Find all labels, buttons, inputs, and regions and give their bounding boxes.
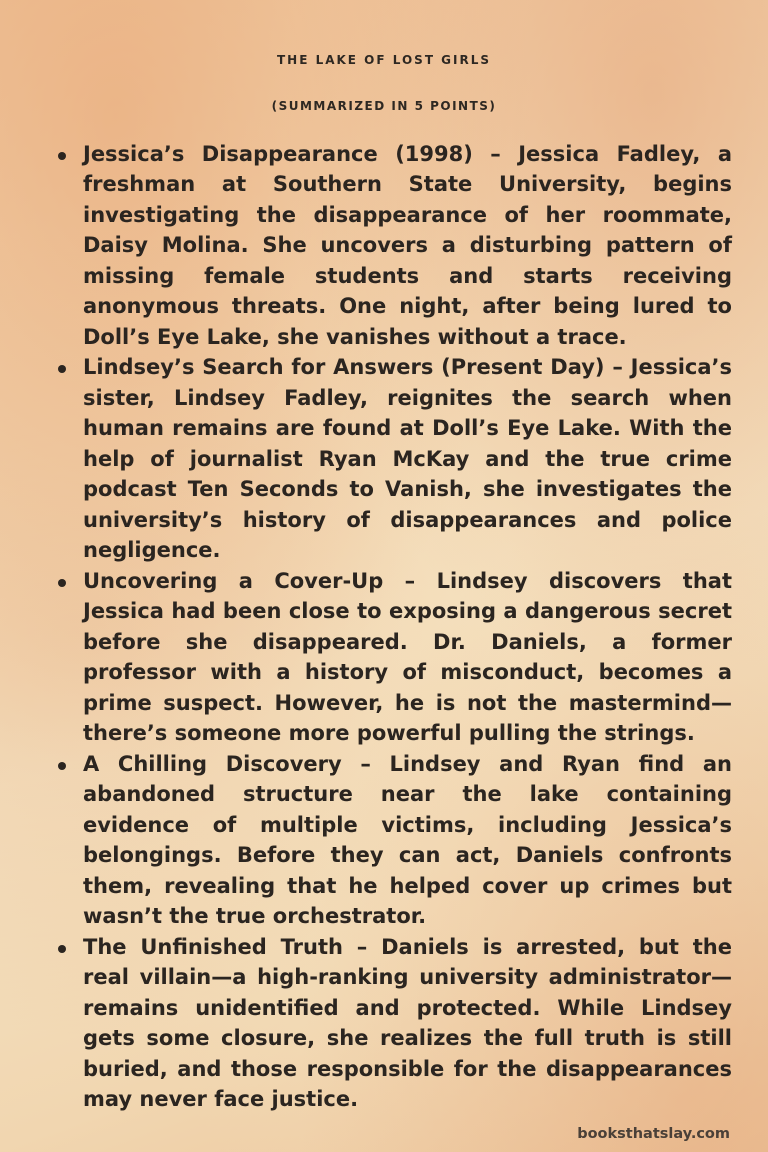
summary-point-text: The Unfinished Truth – Daniels is arrested, but the real villain—a high-ranking university administrator—remains unidentified and protected. While Lindsey gets some closure, she realizes the full truth is still buried, and those responsible for the disappearances may never face justice. (83, 934, 732, 1112)
summary-point-4 (56, 749, 732, 932)
summary-point-text: A Chilling Discovery – Lindsey and Ryan find an abandoned structure near the lake containing evidence of multiple victims, including Jessica’s belongings. Before they can act, Daniels confronts them, revealing that he helped cover up crimes but wasn’t the true orchestrator. (83, 751, 732, 929)
summary-points-list (56, 139, 732, 1115)
summary-point-text: Uncovering a Cover-Up – Lindsey discovers that Jessica had been close to exposing a dangerous secret before she disappeared. Dr. Daniels, a former professor with a history of misconduct, becomes a prime suspect. However, he is not the mastermind—there’s someone more powerful pulling the strings. (83, 568, 732, 746)
bullet-icon (58, 945, 66, 953)
bullet-icon (58, 579, 66, 587)
page-subtitle: (SUMMARIZED IN 5 POINTS) (271, 99, 497, 113)
page-title: THE LAKE OF LOST GIRLS (276, 53, 492, 67)
bullet-icon (58, 762, 66, 770)
summary-point-3 (56, 566, 732, 749)
bullet-icon (58, 152, 66, 160)
bullet-icon (58, 365, 66, 373)
summary-point-5 (56, 932, 732, 1115)
summary-point-text: Lindsey’s Search for Answers (Present Day) – Jessica’s sister, Lindsey Fadley, reignites the search when human remains are found at Doll’s Eye Lake. With the help of journalist Ryan McKay and the true crime podcast Ten Seconds to Vanish, she investigates the university’s history of disappearances and police negligence. (83, 355, 732, 563)
summary-point-1 (56, 139, 732, 352)
summary-point-2 (56, 352, 732, 565)
summary-point-text: Jessica’s Disappearance (1998) – Jessica Fadley, a freshman at Southern State University, begins investigating the disappearance of her roommate, Daisy Molina. She uncovers a disturbing pattern of missing female students and starts receiving anonymous threats. One night, after being lured to Doll’s Eye Lake, she vanishes without a trace. (83, 142, 732, 349)
site-watermark: booksthatslay.com (577, 1126, 730, 1142)
